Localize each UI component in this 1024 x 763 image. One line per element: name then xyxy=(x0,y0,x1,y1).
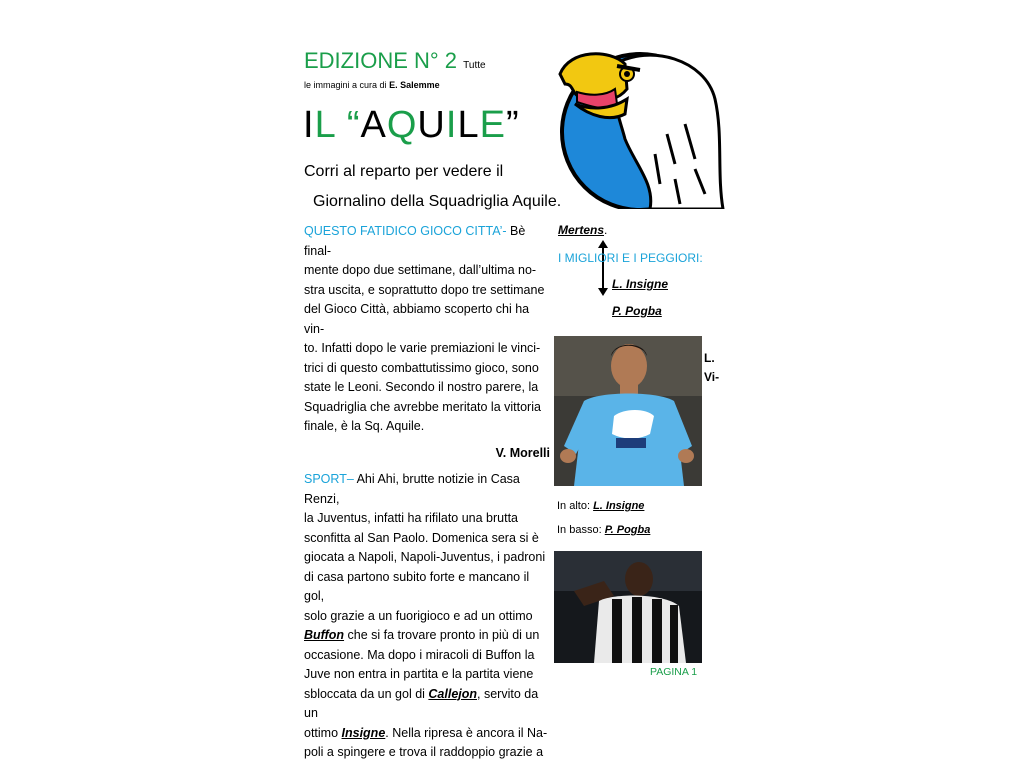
credit-name: E. Salemme xyxy=(389,80,440,90)
eagle-logo xyxy=(555,44,725,209)
article2-line xyxy=(304,626,550,646)
mertens-label xyxy=(558,223,607,237)
article2-line: poli a spingere e trova il raddoppio grazie a xyxy=(304,745,544,759)
article2-line: di casa partono subito forte e mancano il gol, xyxy=(304,569,530,603)
article2-line: Juve non entra in partita e la partita viene xyxy=(304,667,534,681)
title-part: E xyxy=(479,104,506,146)
edition-number: EDIZIONE N° 2 xyxy=(304,48,458,73)
article1-author: V. Morelli xyxy=(495,445,550,460)
punctuation: . xyxy=(604,223,608,237)
double-arrow-icon xyxy=(596,239,610,297)
title-part: L “ xyxy=(314,104,361,146)
caption-prefix: In basso: xyxy=(557,524,605,536)
article1-line: state le Leoni. Secondo il nostro parere, la xyxy=(304,380,539,394)
image-credit xyxy=(304,80,440,90)
title-part: U xyxy=(417,104,446,146)
caption-bottom xyxy=(557,524,650,536)
article1-line: trici di questo combattutissimo gioco, sono xyxy=(304,360,539,375)
player-name-mertens: Mertens xyxy=(558,223,605,237)
player-name-buffon: Buffon xyxy=(304,628,345,642)
article2-text: ottimo xyxy=(304,725,342,740)
caption-prefix: In alto: xyxy=(557,500,594,512)
best-player: L. Insigne xyxy=(612,277,669,291)
best-worst-heading: I MIGLIORI E I PEGGIORI: xyxy=(558,251,703,265)
player-name-callejon: Callejon xyxy=(428,686,478,701)
title-part: A xyxy=(360,104,387,146)
article1-line: stra uscita, e soprattutto dopo tre settimane xyxy=(304,282,545,297)
caption-name: P. Pogba xyxy=(604,524,651,536)
article1-line: to. Infatti dopo le varie premiazioni le vinci- xyxy=(304,341,541,355)
credit-prefix: le immagini a cura di xyxy=(304,80,387,90)
pogba-photo xyxy=(554,551,702,663)
article1-line: del Gioco Città, abbiamo scoperto chi ha vin- xyxy=(304,302,530,336)
edition-suffix: Tutte xyxy=(463,60,486,71)
article1-line: mente dopo due settimane, dall’ultima no- xyxy=(304,263,537,277)
article1-text: Bè final- xyxy=(304,224,526,258)
article2-text: . Nella ripresa è ancora il Na- xyxy=(385,725,548,740)
article2-line xyxy=(304,724,550,744)
newspaper-title xyxy=(303,104,520,147)
article2-text: , servito da un xyxy=(304,686,539,720)
title-part: ” xyxy=(505,104,520,146)
title-part: Q xyxy=(386,104,418,146)
overflow-text xyxy=(704,349,719,387)
caption-name: L. Insigne xyxy=(593,500,645,512)
article2-line: giocata a Napoli, Napoli-Juventus, i padroni xyxy=(304,550,546,564)
article2-text: che si fa trovare pronto in più di un xyxy=(344,628,540,642)
title-part: I xyxy=(445,104,458,146)
article1-line: Squadriglia che avrebbe meritato la vittoria xyxy=(304,399,541,414)
page-number: PAGINA 1 xyxy=(650,666,698,678)
article2-line: occasione. Ma dopo i miracoli di Buffon la xyxy=(304,647,535,662)
article2-text: sbloccata da un gol di xyxy=(304,686,429,701)
article2-line: la Juventus, infatti ha rifilato una brutta xyxy=(304,511,519,525)
subtitle-line-2: Giornalino della Squadriglia Aquile. xyxy=(313,193,562,210)
insigne-photo xyxy=(554,336,702,486)
caption-top xyxy=(557,500,644,512)
overflow-line: L. xyxy=(704,351,715,365)
article2-line xyxy=(304,685,550,724)
player-name-insigne: Insigne xyxy=(341,725,386,740)
article1-heading: QUESTO FATIDICO GIOCO CITTA’- xyxy=(304,224,507,238)
subtitle-line-1: Corri al reparto per vedere il xyxy=(304,163,504,180)
article2-heading: SPORT– xyxy=(304,472,354,486)
article-column xyxy=(304,222,550,763)
article2-text: Ahi Ahi, brutte notizie in Casa Renzi, xyxy=(304,472,520,506)
worst-player: P. Pogba xyxy=(612,304,662,318)
article2-line xyxy=(304,470,550,509)
title-part: L xyxy=(457,104,480,146)
article1-line: finale, è la Sq. Aquile. xyxy=(304,419,425,433)
article1-line xyxy=(304,222,550,261)
edition-title xyxy=(304,48,486,79)
title-part: I xyxy=(303,104,315,146)
overflow-line: Vi- xyxy=(704,370,720,384)
article2-line: solo grazie a un fuorigioco e ad un ottimo xyxy=(304,608,533,623)
article2-line: sconfitta al San Paolo. Domenica sera si è xyxy=(304,530,539,545)
